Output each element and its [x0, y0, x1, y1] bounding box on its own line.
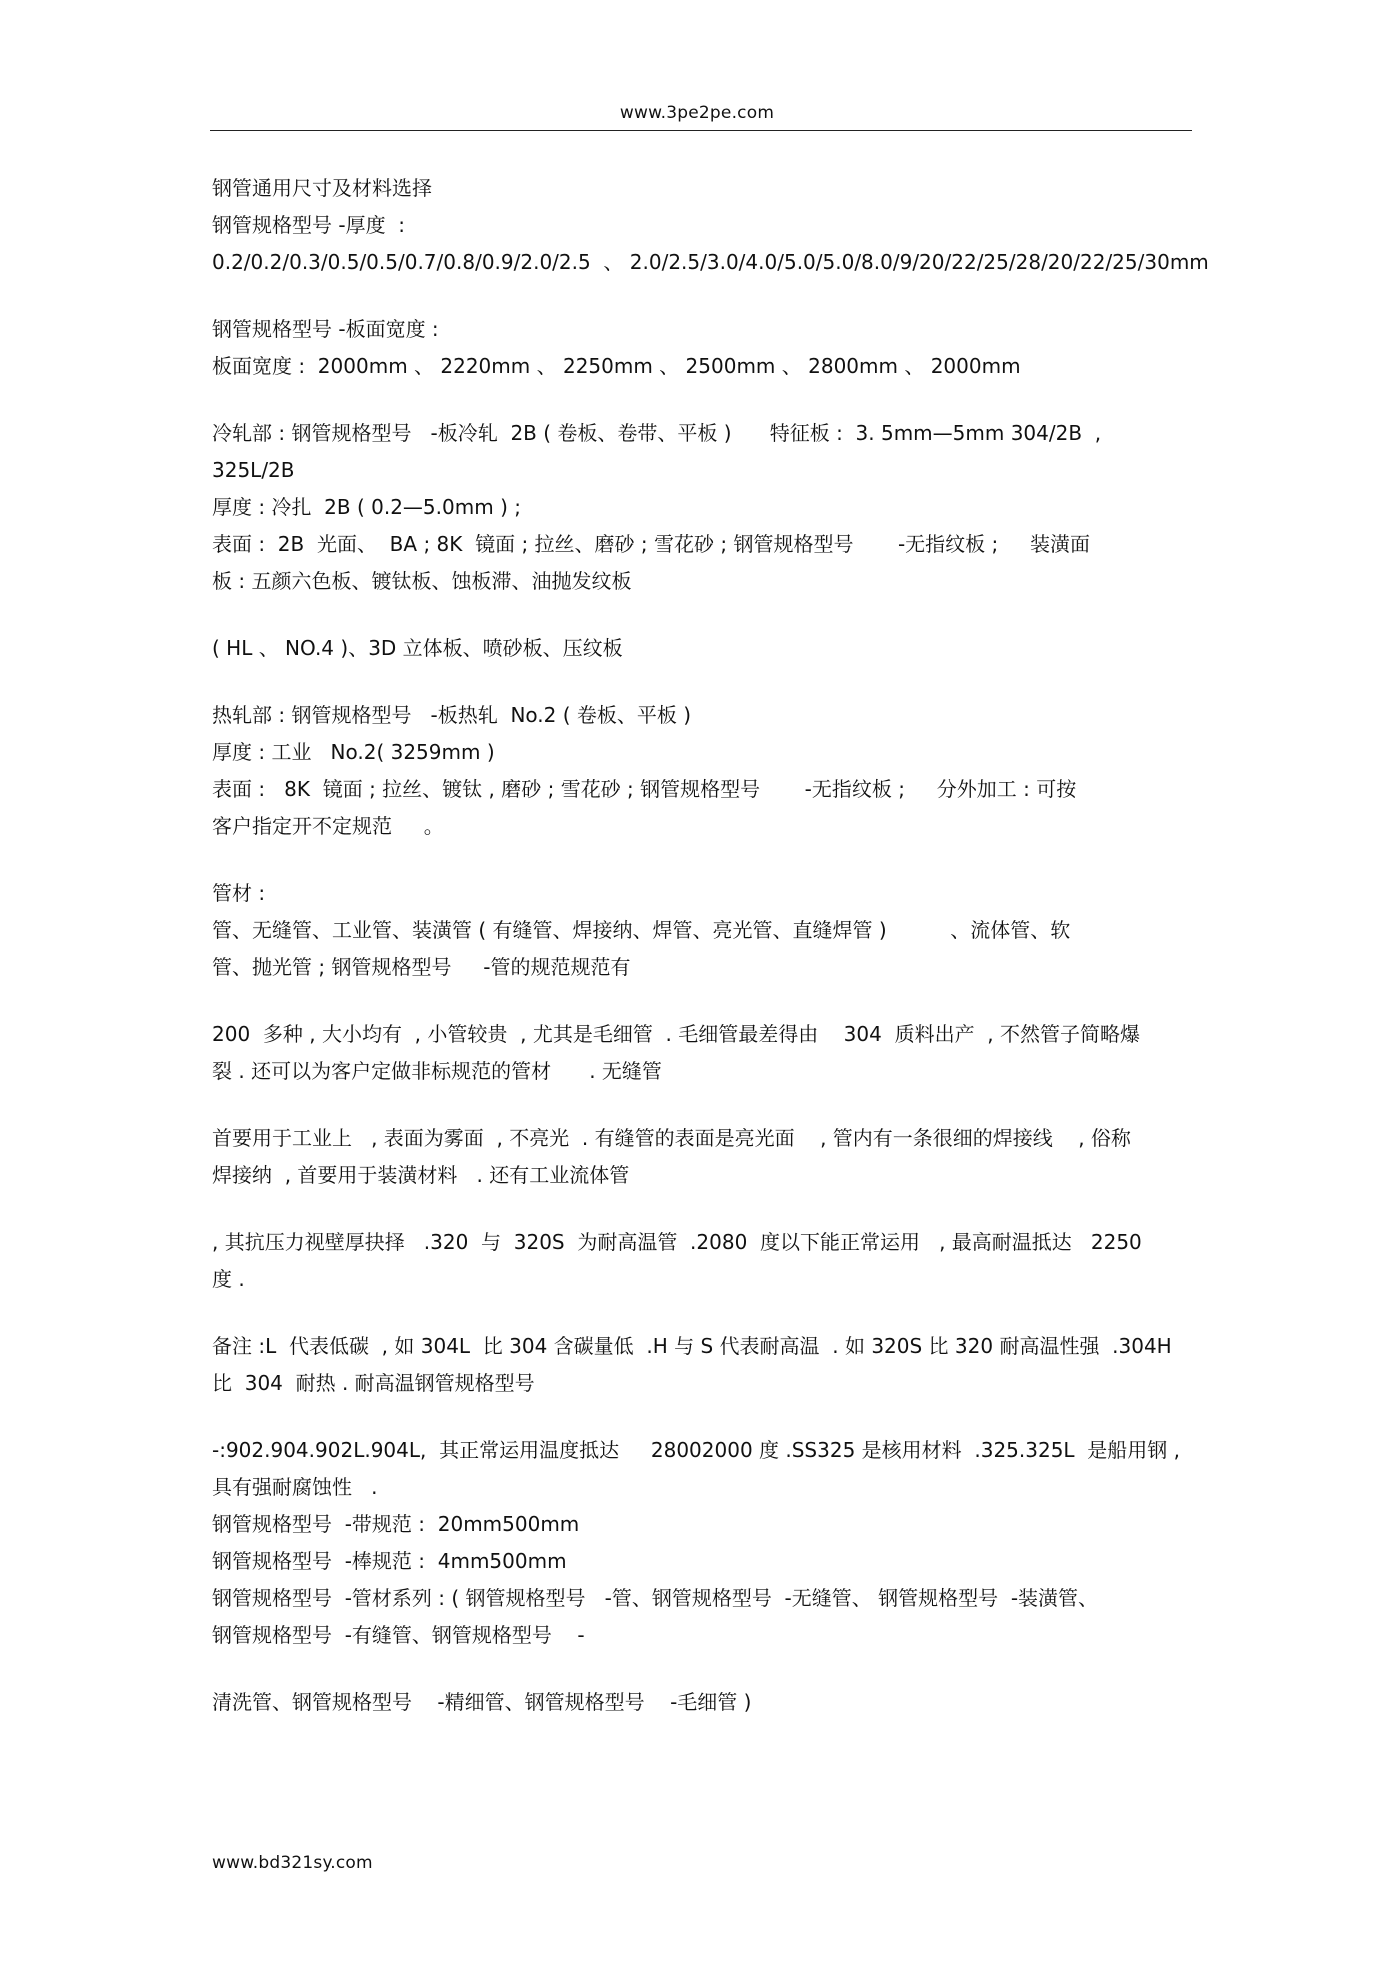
text-line: 钢管规格型号 -棒规范 : 4mm500mm [212, 1549, 567, 1573]
text-line: 管、抛光管 ; 钢管规格型号 -管的规范规范有 [212, 955, 631, 979]
text-line: 钢管通用尺寸及材料选择 [212, 176, 432, 200]
text-line: 具有强耐腐蚀性 . [212, 1475, 378, 1499]
header-divider [210, 130, 1192, 131]
text-line: 裂 . 还可以为客户定做非标规范的管材 . 无缝管 [212, 1059, 662, 1083]
text-line: , 其抗压力视壁厚抉择 .320 与 320S 为耐高温管 .2080 度以下能正常运用 , 最高耐温抵达 2250 [212, 1230, 1142, 1254]
text-line: 热轧部 : 钢管规格型号 -板热轧 No.2 ( 卷板、平板 ) [212, 703, 692, 727]
text-line: 表面 : 8K 镜面 ; 拉丝、镀钛 , 磨砂 ; 雪花砂 ; 钢管规格型号 -无指纹板 ; 分外加工 : 可按 [212, 777, 1077, 801]
paragraph [212, 1224, 1200, 1298]
text-line: 冷轧部 : 钢管规格型号 -板冷轧 2B ( 卷板、卷带、平板 ) 特征板 : 3. 5mm—5mm 304/2B , [212, 421, 1102, 445]
text-line: 钢管规格型号 -管材系列 : ( 钢管规格型号 -管、钢管规格型号 -无缝管、 钢管规格型号 -装潢管、 [212, 1586, 1099, 1610]
text-line: 钢管规格型号 -有缝管、钢管规格型号 - [212, 1623, 585, 1647]
paragraph [212, 1432, 1200, 1654]
text-line: 管材 : [212, 881, 266, 905]
text-line: ( HL 、 NO.4 )、3D 立体板、喷砂板、压纹板 [212, 636, 623, 660]
text-line: 焊接纳 , 首要用于装潢材料 . 还有工业流体管 [212, 1163, 630, 1187]
text-line: 厚度 : 工业 No.2( 3259mm ) [212, 740, 495, 764]
text-line: 管、无缝管、工业管、装潢管 ( 有缝管、焊接纳、焊管、亮光管、直缝焊管 ) 、流体管、软 [212, 918, 1071, 942]
text-line: 厚度 : 冷扎 2B ( 0.2—5.0mm ) ; [212, 495, 521, 519]
text-line: -:902.904.902L.904L, 其正常运用温度抵达 28002000 度 .SS325 是核用材料 .325.325L 是船用钢 , [212, 1438, 1181, 1462]
text-line: 0.2/0.2/0.3/0.5/0.5/0.7/0.8/0.9/2.0/2.5 、 2.0/2.5/3.0/4.0/5.0/5.0/8.0/9/20/22/25/28/20/22/25/30mm [212, 250, 1209, 274]
paragraph [212, 697, 1200, 845]
text-line: 200 多种 , 大小均有 , 小管较贵 , 尤其是毛细管 . 毛细管最差得由 304 质料出产 , 不然管子简略爆 [212, 1022, 1140, 1046]
paragraph [212, 170, 1209, 281]
text-line: 板面宽度 : 2000mm 、 2220mm 、 2250mm 、 2500mm 、 2800mm 、 2000mm [212, 354, 1021, 378]
paragraph [212, 630, 1200, 667]
document-body [212, 170, 1209, 1721]
text-line: 清洗管、钢管规格型号 -精细管、钢管规格型号 -毛细管 ) [212, 1690, 752, 1714]
paragraph [212, 415, 1200, 600]
paragraph [212, 875, 1200, 986]
header-url: www.3pe2pe.com [619, 103, 775, 123]
paragraph [212, 1016, 1200, 1090]
paragraph [212, 1328, 1200, 1402]
text-line: 钢管规格型号 -厚度 : [212, 213, 406, 237]
paragraph [212, 1684, 1200, 1721]
text-line: 度 . [212, 1267, 245, 1291]
footer-url: www.bd321sy.com [212, 1853, 373, 1873]
text-line: 板 : 五颜六色板、镀钛板、蚀板滞、油抛发纹板 [212, 569, 632, 593]
text-line: 备注 :L 代表低碳 , 如 304L 比 304 含碳量低 .H 与 S 代表耐高温 . 如 320S 比 320 耐高温性强 .304H [212, 1334, 1172, 1358]
text-line: 325L/2B [212, 458, 295, 482]
text-line: 比 304 耐热 . 耐高温钢管规格型号 [212, 1371, 535, 1395]
text-line: 钢管规格型号 -板面宽度 : [212, 317, 439, 341]
text-line: 客户指定开不定规范 。 [212, 814, 444, 838]
paragraph [212, 311, 1200, 385]
paragraph [212, 1120, 1200, 1194]
text-line: 首要用于工业上 , 表面为雾面 , 不亮光 . 有缝管的表面是亮光面 , 管内有一条很细的焊接线 , 俗称 [212, 1126, 1131, 1150]
text-line: 钢管规格型号 -带规范 : 20mm500mm [212, 1512, 580, 1536]
text-line: 表面 : 2B 光面、 BA ; 8K 镜面 ; 拉丝、磨砂 ; 雪花砂 ; 钢管规格型号 -无指纹板 ; 装潢面 [212, 532, 1091, 556]
